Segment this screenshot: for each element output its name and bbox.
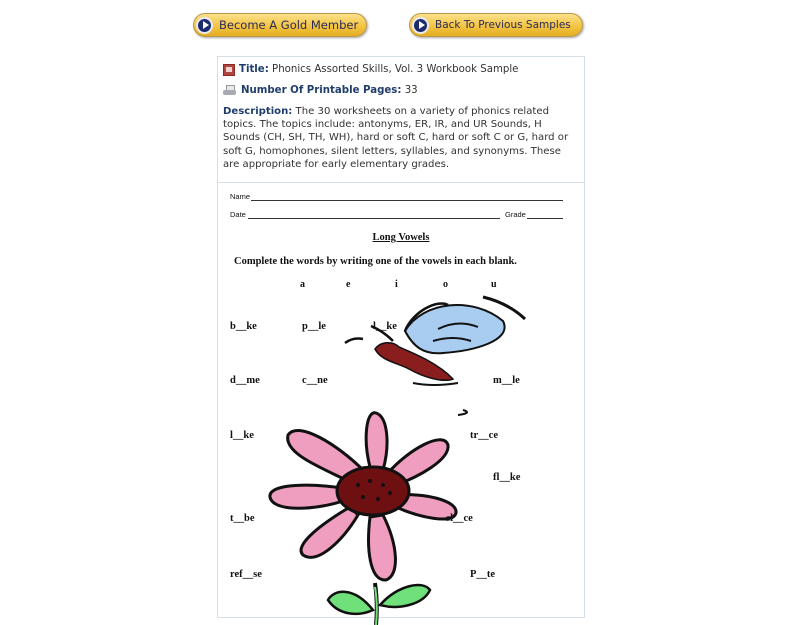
word-blank: m__le <box>493 375 520 386</box>
printer-icon <box>223 85 237 96</box>
pages-value: 33 <box>404 85 418 96</box>
word-blank: t__be <box>230 513 255 524</box>
word-blank: P__te <box>470 569 496 580</box>
worksheet-preview <box>218 183 584 623</box>
sample-panel <box>217 56 585 618</box>
word-blank: p__le <box>302 321 326 332</box>
word-blank: b__ke <box>230 321 257 332</box>
description-value: The 30 worksheets on a variety of phonics related topics. The topics include: antonyms, ER, IR, and UR Sounds, H Sounds (CH, SH, TH, WH), hard or soft C, hard or soft C or G, hard or soft G, homophones, silent letters, syllables, and synonyms. These are appropriate for early elementary grades. <box>223 106 569 170</box>
name-label: Name <box>230 192 251 201</box>
pages-label: Number Of Printable Pages: <box>241 85 402 96</box>
sample-info <box>218 57 584 171</box>
grade-label: Grade <box>505 210 526 219</box>
become-gold-member-button[interactable] <box>193 13 367 37</box>
worksheet-instructions: Complete the words by writing one of the vowels in each blank. <box>234 256 517 267</box>
word-blank: tr__ce <box>470 430 498 441</box>
vowel: o <box>443 279 448 290</box>
pdf-icon <box>223 64 235 76</box>
back-to-previous-samples-button[interactable] <box>409 13 583 37</box>
play-arrow-icon <box>412 17 429 34</box>
back-samples-label: Back To Previous Samples <box>435 19 571 31</box>
title-row <box>223 63 578 76</box>
title-label: Title: <box>239 64 269 75</box>
description <box>223 105 578 171</box>
vowel: e <box>346 279 351 290</box>
word-blank: d__me <box>230 375 260 386</box>
worksheet-title: Long Vowels <box>372 232 430 243</box>
word-blank: l__ke <box>373 321 397 332</box>
vowel: a <box>300 279 305 290</box>
word-blank: fl__ke <box>493 472 521 483</box>
word-blank: l__ke <box>230 430 254 441</box>
date-line <box>248 218 500 219</box>
word-blank: c__ne <box>302 375 328 386</box>
description-label: Description: <box>223 106 293 117</box>
pages-row <box>223 84 578 97</box>
date-label: Date <box>230 210 246 219</box>
name-line <box>251 200 563 201</box>
vowel: u <box>491 279 497 290</box>
title-value: Phonics Assorted Skills, Vol. 3 Workbook Sample <box>272 64 519 75</box>
gold-member-label: Become A Gold Member <box>219 18 359 32</box>
word-blank: sl__ce <box>446 513 473 524</box>
play-arrow-icon <box>196 17 213 34</box>
vowel: i <box>395 279 398 290</box>
word-blank: ref__se <box>230 569 262 580</box>
flower-illustration <box>258 405 468 625</box>
grade-line <box>527 218 563 219</box>
